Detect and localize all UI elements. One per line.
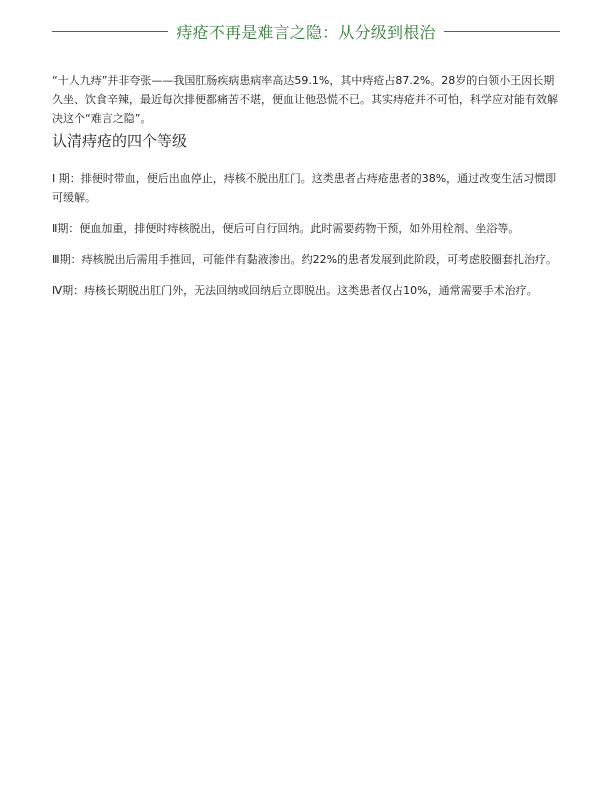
title-row xyxy=(52,18,560,44)
grade-item-2: Ⅱ期：便血加重，排便时痔核脱出，便后可自行回纳。此时需要药物干预，如外用栓剂、坐浴等。 xyxy=(52,222,520,235)
grade-item-1: Ⅰ 期：排便时带血，便后出血停止，痔核不脱出肛门。这类患者占痔疮患者的38%，通过改变生活习惯即可缓解。 xyxy=(52,172,557,204)
grade-list xyxy=(52,169,560,312)
intro-paragraph: “十人九痔”并非夸张——我国肛肠疾病患病率高达59.1%，其中痔疮占87.2%。28岁的白领小王因长期久坐、饮食辛辣，最近每次排便都痛苦不堪，便血让他恐慌不已。其实痔疮并不可怕，科学应对能有效解决这个“难言之隐”。 xyxy=(52,74,558,125)
grade-item-4: Ⅳ期：痔核长期脱出肛门外，无法回纳或回纳后立即脱出。这类患者仅占10%，通常需要手术治疗。 xyxy=(52,284,538,297)
grade-item-3: Ⅲ期：痔核脱出后需用手推回，可能伴有黏液渗出。约22%的患者发展到此阶段，可考虑胶圈套扎治疗。 xyxy=(52,253,558,266)
page-title: 痔疮不再是难言之隐：从分级到根治 xyxy=(176,22,436,42)
title-rule-right xyxy=(444,31,560,32)
title-rule-left xyxy=(52,31,168,32)
section-heading: 认清痔疮的四个等级 xyxy=(52,132,188,150)
